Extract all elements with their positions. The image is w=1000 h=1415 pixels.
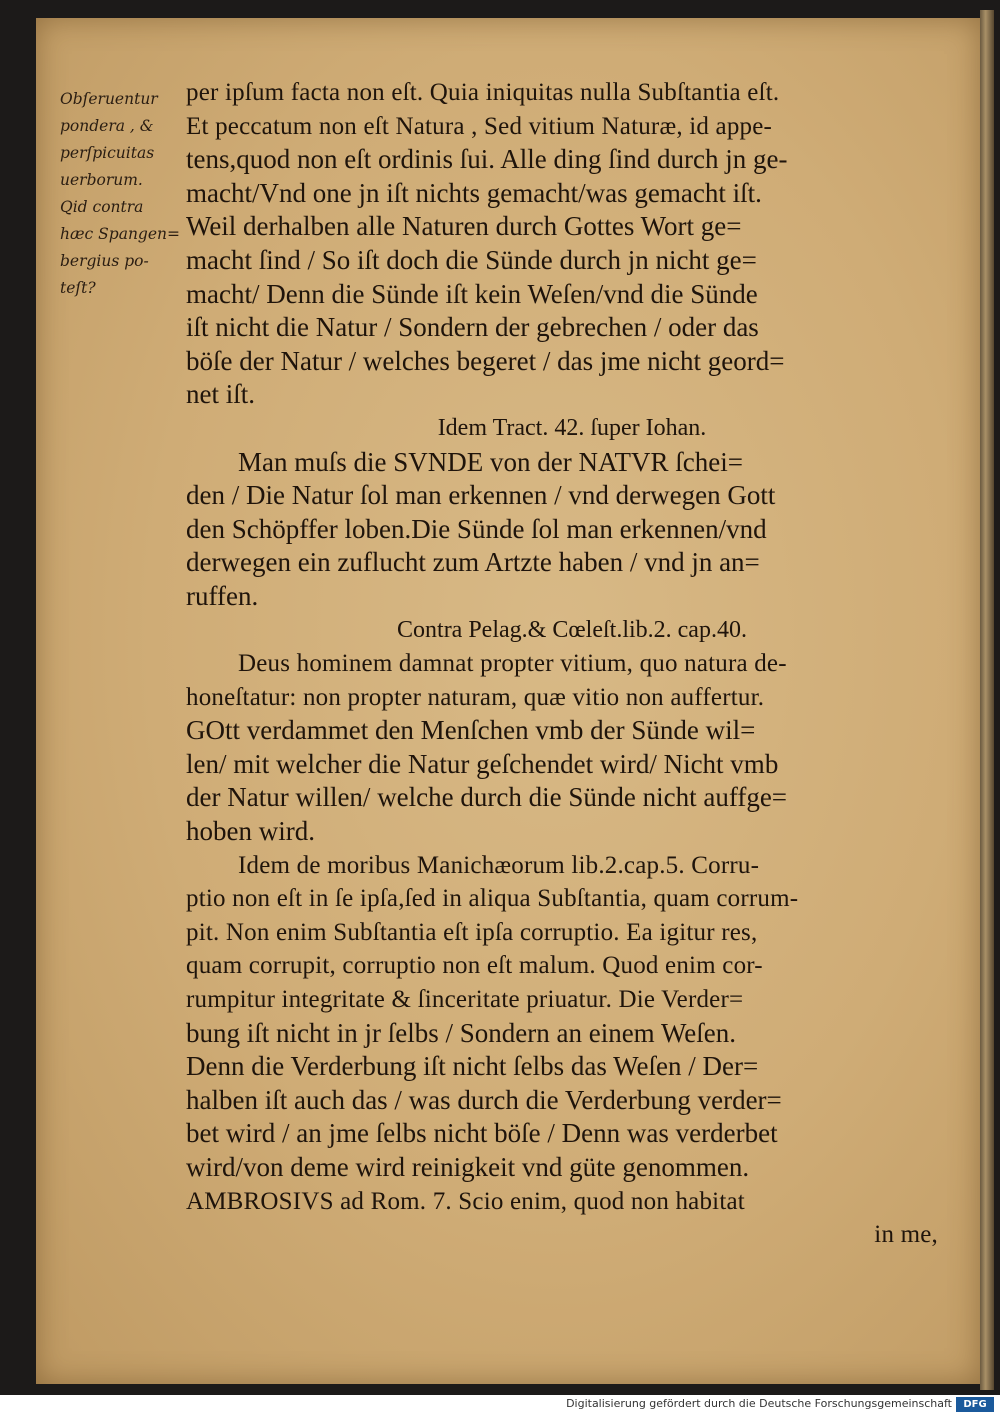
- section-heading: Idem Tract. 42. ſuper Iohan.: [437, 414, 707, 441]
- text-line: bet wird / an jme ſelbs nicht böſe / Denn was verderbet: [186, 1118, 778, 1149]
- margin-note-line: pondera , &: [60, 117, 154, 135]
- section-heading: Contra Pelag.& Cœleſt.lib.2. cap.40.: [397, 616, 747, 643]
- text-line: ruffen.: [186, 580, 259, 611]
- text-line: tens,quod non eſt ordinis ſui. Alle ding ſind durch jn ge-: [186, 144, 788, 175]
- margin-note-line: uerborum.: [60, 171, 143, 189]
- text-line: derwegen ein zuflucht zum Artzte haben / vnd jn an=: [186, 547, 760, 578]
- margin-note-line: Qid contra: [60, 198, 144, 216]
- margin-note-line: Obſeruentur: [60, 90, 158, 108]
- text-line: wird/von deme wird reinigkeit vnd güte genommen.: [186, 1152, 750, 1182]
- text-line: len/ mit welcher die Natur geſchendet wird/ Nicht vmb: [186, 748, 779, 779]
- text-line: in me,: [874, 1221, 938, 1249]
- margin-note-line: perſpicuitas: [60, 144, 155, 162]
- text-line: den Schöpffer loben.Die Sünde ſol man erkennen/vnd: [186, 513, 767, 544]
- text-line: Man muſs die SVNDE von der NATVR ſchei=: [238, 446, 743, 477]
- text-line: net iſt.: [186, 379, 255, 410]
- funding-credit: Digitalisierung gefördert durch die Deutsche Forschungsgemeinschaft: [566, 1397, 952, 1410]
- text-line: Weil derhalben alle Naturen durch Gottes Wort ge=: [186, 211, 742, 242]
- text-line: hoben wird.: [186, 816, 315, 847]
- text-line: den / Die Natur ſol man erkennen / vnd derwegen Gott: [186, 480, 776, 511]
- text-line: iſt nicht die Natur / Sondern der gebrechen / oder das: [186, 312, 759, 343]
- text-line: Et peccatum non eſt Natura , Sed vitium Naturæ, id appe-: [186, 112, 773, 140]
- text-line: macht ſind / So iſt doch die Sünde durch jn nicht ge=: [186, 244, 757, 275]
- text-line: Idem de moribus Manichæorum lib.2.cap.5. Corru-: [238, 851, 760, 879]
- text-line: macht/ Denn die Sünde iſt kein Weſen/vnd die Sünde: [186, 278, 758, 309]
- text-line: Denn die Verderbung iſt nicht ſelbs das Weſen / Der=: [186, 1051, 759, 1082]
- text-line: der Natur willen/ welche durch die Sünde nicht auffge=: [186, 782, 788, 813]
- text-line: Deus hominem damnat propter vitium, quo natura de-: [238, 650, 787, 678]
- page-body-text: [186, 76, 938, 1252]
- text-line: böſe der Natur / welches begeret / das jme nicht geord=: [186, 345, 785, 376]
- text-line: ptio non eſt in ſe ipſa,ſed in aliqua Subſtantia, quam corrum-: [186, 885, 799, 913]
- text-line: macht/Vnd one jn iſt nichts gemacht/was gemacht iſt.: [186, 177, 762, 208]
- book-edge: [980, 10, 994, 1390]
- dfg-logo: DFG: [956, 1397, 994, 1412]
- text-line: bung iſt nicht in jr ſelbs / Sondern an einem Weſen.: [186, 1017, 736, 1048]
- margin-note-line: teſt?: [60, 279, 96, 297]
- text-line: halben iſt auch das / was durch die Verderbung verder=: [186, 1084, 782, 1115]
- margin-notes: [60, 86, 180, 302]
- text-line: per ipſum facta non eſt. Quia iniquitas nulla Subſtantia eſt.: [186, 79, 780, 106]
- margin-note-line: hæc Spangen=: [60, 225, 180, 243]
- footer-bar: [0, 1395, 1000, 1415]
- text-line: AMBROSIVS ad Rom. 7. Scio enim, quod non habitat: [186, 1187, 745, 1215]
- text-line: pit. Non enim Subſtantia eſt ipſa corruptio. Ea igitur res,: [186, 918, 758, 946]
- text-line: quam corrupit, corruptio non eſt malum. Quod enim cor-: [186, 952, 763, 980]
- margin-note-line: bergius po-: [60, 252, 149, 270]
- text-line: rumpitur integritate & ſinceritate priuatur. Die Verder=: [186, 986, 744, 1014]
- text-line: GOtt verdammet den Menſchen vmb der Sünde wil=: [186, 715, 756, 746]
- text-line: honeſtatur: non propter naturam, quæ vitio non auffertur.: [186, 683, 765, 711]
